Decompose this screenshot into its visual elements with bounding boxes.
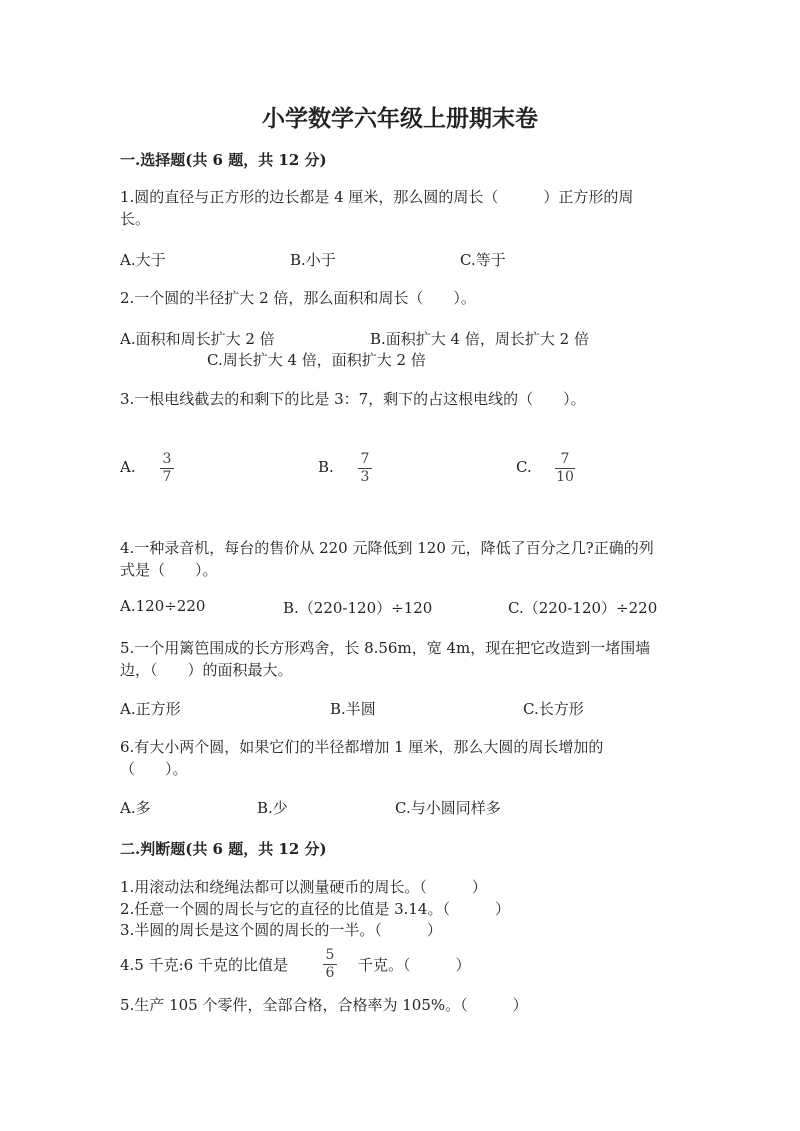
question-3-option-b-fraction <box>358 452 372 485</box>
question-3-text: 3.一根电线截去的和剩下的比是 3：7，剩下的占这根电线的（ ）。 <box>120 390 586 408</box>
question-4-text-cont: 式是（ ）。 <box>120 561 218 579</box>
question-2-text: 2.一个圆的半径扩大 2 倍，那么面积和周长（ ）。 <box>120 289 476 307</box>
question-5-option-c: C.长方形 <box>523 700 584 718</box>
section-heading-true-false: 二.判断题(共 6 题，共 12 分) <box>120 840 327 858</box>
fraction-denominator: 7 <box>162 469 172 485</box>
judgment-item-2: 2.任意一个圆的周长与它的直径的比值是 3.14。（ ） <box>120 900 510 918</box>
fraction-denominator: 10 <box>556 469 574 485</box>
question-3-option-b-label: B. <box>318 458 334 476</box>
question-6-text-cont: （ ）。 <box>120 760 188 778</box>
fraction-denominator: 6 <box>325 965 335 981</box>
question-1-text-cont: 长。 <box>120 210 151 228</box>
judgment-item-4-prefix: 4.5 千克:6 千克的比值是 <box>120 956 288 974</box>
question-6-text: 6.有大小两个圆，如果它们的半径都增加 1 厘米，那么大圆的周长增加的 <box>120 738 604 756</box>
section-heading-choice: 一.选择题(共 6 题，共 12 分) <box>120 151 327 169</box>
question-1-option-a: A.大于 <box>120 251 166 269</box>
judgment-item-3: 3.半圆的周长是这个圆的周长的一半。（ ） <box>120 921 442 939</box>
fraction-numerator: 7 <box>560 451 570 467</box>
question-2-option-a: A.面积和周长扩大 2 倍 <box>120 330 275 348</box>
question-3-option-c-label: C. <box>516 458 532 476</box>
fraction-numerator: 7 <box>360 451 370 467</box>
question-5-text: 5.一个用篱笆围成的长方形鸡舍，长 8.56m，宽 4m，现在把它改造到一堵围墙 <box>120 639 651 657</box>
question-3-option-a-fraction <box>160 452 174 485</box>
question-1-text: 1.圆的直径与正方形的边长都是 4 厘米，那么圆的周长（ ）正方形的周 <box>120 188 634 206</box>
question-6-option-b: B.少 <box>257 799 288 817</box>
judgment-item-4-fraction <box>323 948 337 981</box>
question-4-option-a: A.120÷220 <box>120 597 206 615</box>
question-1-option-b: B.小于 <box>290 251 336 269</box>
question-5-option-a: A.正方形 <box>120 700 181 718</box>
question-3-option-a-label: A. <box>120 458 136 476</box>
question-3-option-c-fraction <box>555 452 575 485</box>
question-5-option-b: B.半圆 <box>330 700 376 718</box>
question-4-option-c: C.（220-120）÷220 <box>508 599 658 617</box>
page-title: 小学数学六年级上册期末卷 <box>262 105 538 132</box>
judgment-item-4-suffix: 千克。（ ） <box>358 956 471 974</box>
question-6-option-c: C.与小圆同样多 <box>395 799 501 817</box>
fraction-denominator: 3 <box>360 469 370 485</box>
judgment-item-1: 1.用滚动法和绕绳法都可以测量硬币的周长。（ ） <box>120 878 487 896</box>
fraction-numerator: 5 <box>325 947 335 963</box>
fraction-numerator: 3 <box>162 451 172 467</box>
question-5-text-cont: 边，（ ）的面积最大。 <box>120 661 293 679</box>
question-2-option-c: C.周长扩大 4 倍，面积扩大 2 倍 <box>207 351 426 369</box>
question-6-option-a: A.多 <box>120 799 151 817</box>
question-4-text: 4.一种录音机，每台的售价从 220 元降低到 120 元，降低了百分之几?正确的列 <box>120 539 654 557</box>
question-1-option-c: C.等于 <box>460 251 506 269</box>
question-4-option-b: B.（220-120）÷120 <box>283 599 433 617</box>
judgment-item-5: 5.生产 105 个零件，全部合格，合格率为 105%。（ ） <box>120 996 528 1014</box>
question-2-option-b: B.面积扩大 4 倍，周长扩大 2 倍 <box>370 330 589 348</box>
